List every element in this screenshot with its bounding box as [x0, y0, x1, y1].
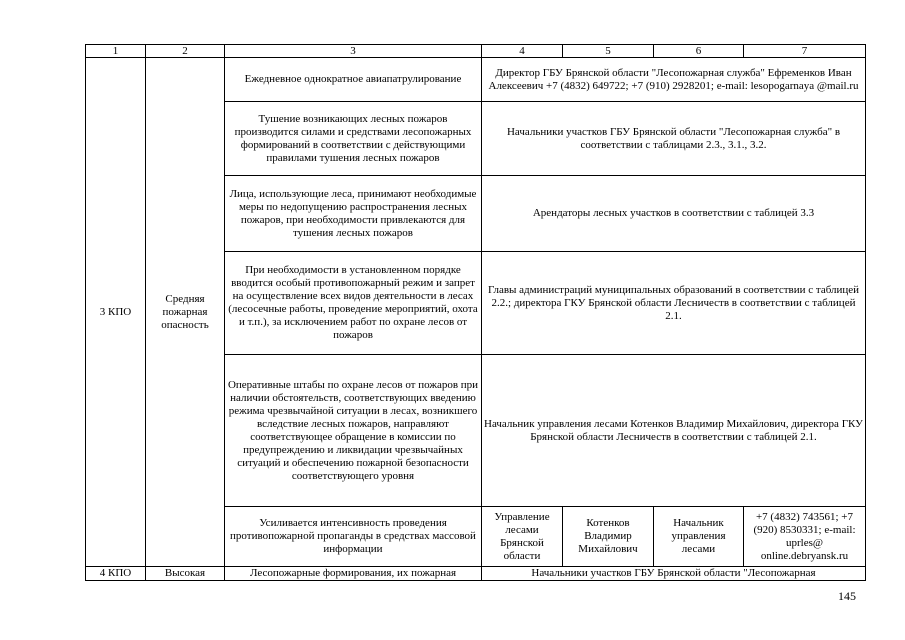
position-cell: Начальник управления лесами [654, 507, 744, 567]
column-number: 5 [563, 45, 654, 58]
column-number: 2 [146, 45, 225, 58]
measure-cell: Оперативные штабы по охране лесов от пожаров при наличии обстоятельств, соответствующих введению режима чрезвычайной ситуации в лесах, возникшего вследствие лесных пожаров, направляют соответствующее обращение в комиссии по предупреждению и ликвидации чрезвычайных ситуаций и обеспечению пожарной безопасности соответствующего уровня [225, 355, 482, 507]
column-number: 3 [225, 45, 482, 58]
column-number: 7 [744, 45, 866, 58]
measure-cell: Лесопожарные формирования, их пожарная [225, 567, 482, 581]
responsible-cell: Директор ГБУ Брянской области "Лесопожарная служба" Ефременков Иван Алексеевич +7 (4832) 649722; +7 (910) 2928201; e-mail: lesopogarnaya @mail.ru [482, 58, 866, 102]
measure-cell: При необходимости в установленном порядке вводится особый противопожарный режим и запрет на осуществление всех видов деятельности в лесах (лесосечные работы, проведение мероприятий, охота и т.п.), за исключением работ по охране лесов от пожаров [225, 252, 482, 355]
fire-class-cell: 3 КПО [86, 58, 146, 567]
responsible-cell: Арендаторы лесных участков в соответствии с таблицей 3.3 [482, 176, 866, 252]
column-number: 1 [86, 45, 146, 58]
measure-cell: Тушение возникающих лесных пожаров производится силами и средствами лесопожарных формирований в соответствии с действующими правилами тушения лесных пожаров [225, 102, 482, 176]
responsible-cell: Начальники участков ГБУ Брянской области "Лесопожарная [482, 567, 866, 581]
fire-level-cell: Средняя пожарная опасность [146, 58, 225, 567]
table-row [86, 567, 866, 581]
measure-cell: Усиливается интенсивность проведения противопожарной пропаганды в средствах массовой информации [225, 507, 482, 567]
responsible-cell: Начальники участков ГБУ Брянской области "Лесопожарная служба" в соответствии с таблицами 2.3., 3.1., 3.2. [482, 102, 866, 176]
fire-class-cell: 4 КПО [86, 567, 146, 581]
column-number: 4 [482, 45, 563, 58]
header-row [86, 45, 866, 58]
column-number: 6 [654, 45, 744, 58]
organization-cell: Управление лесами Брянской области [482, 507, 563, 567]
page-number: 145 [838, 589, 856, 603]
fire-level-cell: Высокая [146, 567, 225, 581]
fire-hazard-table [85, 44, 866, 581]
table-row [86, 58, 866, 102]
contacts-cell: +7 (4832) 743561; +7 (920) 8530331; e-mail: uprles@ online.debryansk.ru [744, 507, 866, 567]
responsible-cell: Главы администраций муниципальных образований в соответствии с таблицей 2.2.; директора ГКУ Брянской области Лесничеств в соответствии с таблицей 2.1. [482, 252, 866, 355]
measure-cell: Лица, использующие леса, принимают необходимые меры по недопущению распространения лесных пожаров, при необходимости привлекаются для тушения лесных пожаров [225, 176, 482, 252]
measure-cell: Ежедневное однократное авиапатрулирование [225, 58, 482, 102]
responsible-cell: Начальник управления лесами Котенков Владимир Михайлович, директора ГКУ Брянской области Лесничеств в соответствии с таблицей 2.1. [482, 355, 866, 507]
person-cell: Котенков Владимир Михайлович [563, 507, 654, 567]
